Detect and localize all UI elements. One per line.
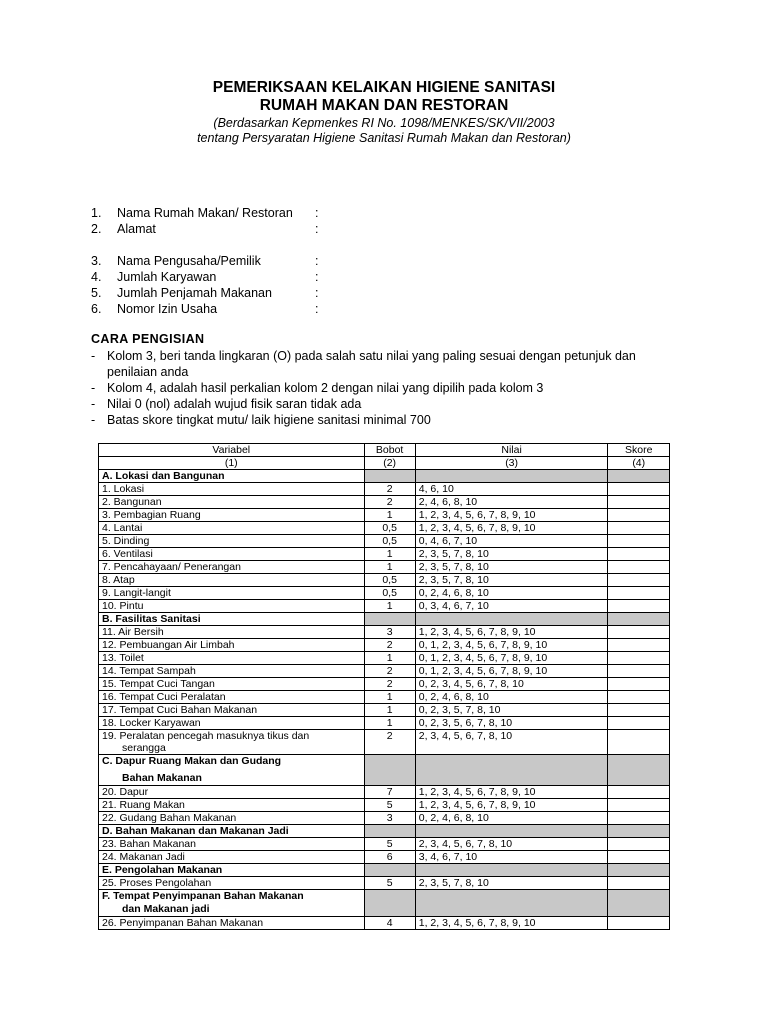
nilai-cell[interactable]: 4, 6, 10 [415,483,608,496]
field-label: Nama Pengusaha/Pemilik [117,254,261,268]
field-colon: : [315,254,319,268]
field-label: Jumlah Karyawan [117,270,217,284]
table-row [99,717,670,730]
table-row [99,509,670,522]
bobot-cell: 5 [364,838,415,851]
nilai-cell[interactable]: 0, 2, 3, 5, 7, 8, 10 [415,704,608,717]
bobot-cell: 2 [364,730,415,755]
table-header-row [99,444,670,457]
section-label: D. Bahan Makanan dan Makanan Jadi [99,825,365,838]
nilai-cell[interactable]: 0, 1, 2, 3, 4, 5, 6, 7, 8, 9, 10 [415,639,608,652]
variabel-cell: 24. Makanan Jadi [99,851,365,864]
skore-cell[interactable] [608,600,670,613]
variabel-cell: 18. Locker Karyawan [99,717,365,730]
field-colon: : [315,302,319,316]
variabel-cell: 1. Lokasi [99,483,365,496]
nilai-cell[interactable]: 2, 3, 5, 7, 8, 10 [415,548,608,561]
header-num-4: (4) [608,457,670,470]
skore-cell[interactable] [608,838,670,851]
variabel-cell: 5. Dinding [99,535,365,548]
bobot-cell: 6 [364,851,415,864]
bobot-cell: 1 [364,704,415,717]
skore-cell[interactable] [608,587,670,600]
section-row [99,890,670,917]
variabel-cell: 9. Langit-langit [99,587,365,600]
table-row [99,691,670,704]
nilai-cell [415,825,608,838]
field-number: 3. [91,254,102,268]
skore-cell [608,755,670,786]
bobot-cell [364,864,415,877]
skore-cell[interactable] [608,917,670,930]
nilai-cell[interactable]: 0, 2, 3, 5, 6, 7, 8, 10 [415,717,608,730]
table-row [99,587,670,600]
skore-cell [608,864,670,877]
nilai-cell[interactable]: 0, 1, 2, 3, 4, 5, 6, 7, 8, 9, 10 [415,665,608,678]
field-label: Alamat [117,222,156,236]
instructions-title: CARA PENGISIAN [91,332,205,346]
skore-cell[interactable] [608,483,670,496]
field-number: 6. [91,302,102,316]
skore-cell[interactable] [608,799,670,812]
section-row [99,470,670,483]
skore-cell[interactable] [608,509,670,522]
table-row [99,851,670,864]
bobot-cell: 0,5 [364,522,415,535]
table-row [99,786,670,799]
variabel-cell: 6. Ventilasi [99,548,365,561]
variabel-cell: 23. Bahan Makanan [99,838,365,851]
table-row [99,561,670,574]
variabel-cell: 4. Lantai [99,522,365,535]
bobot-cell: 0,5 [364,587,415,600]
skore-cell[interactable] [608,704,670,717]
table-row [99,665,670,678]
nilai-cell[interactable]: 0, 2, 3, 4, 5, 6, 7, 8, 10 [415,678,608,691]
section-label: E. Pengolahan Makanan [99,864,365,877]
bobot-cell [364,613,415,626]
table-row [99,522,670,535]
table-row [99,877,670,890]
table-row [99,838,670,851]
bobot-cell [364,470,415,483]
title-line-2: RUMAH MAKAN DAN RESTORAN [259,97,509,114]
skore-cell[interactable] [608,522,670,535]
table-row [99,704,670,717]
field-colon: : [315,222,319,236]
field-label: Nomor Izin Usaha [117,302,218,316]
header-bobot: Bobot [364,444,415,457]
variabel-line-1: 19. Peralatan pencegah masuknya tikus dan [102,730,310,742]
skore-cell[interactable] [608,496,670,509]
skore-cell[interactable] [608,812,670,825]
section-label [99,890,365,917]
nilai-cell[interactable]: 0, 1, 2, 3, 4, 5, 6, 7, 8, 9, 10 [415,652,608,665]
bobot-cell: 1 [364,717,415,730]
bullet-dash: - [91,413,96,427]
nilai-cell[interactable]: 1, 2, 3, 4, 5, 6, 7, 8, 9, 10 [415,522,608,535]
nilai-cell[interactable]: 0, 2, 4, 6, 8, 10 [415,691,608,704]
field-number: 5. [91,286,102,300]
bobot-cell: 3 [364,626,415,639]
header-variabel: Variabel [99,444,365,457]
section-row [99,864,670,877]
skore-cell[interactable] [608,665,670,678]
nilai-cell[interactable]: 2, 3, 4, 5, 6, 7, 8, 10 [415,838,608,851]
variabel-cell: 22. Gudang Bahan Makanan [99,812,365,825]
table-row [99,483,670,496]
skore-cell[interactable] [608,626,670,639]
table-row [99,535,670,548]
variabel-cell: 7. Pencahayaan/ Penerangan [99,561,365,574]
field-colon: : [315,270,319,284]
nilai-cell[interactable]: 2, 3, 5, 7, 8, 10 [415,574,608,587]
skore-cell[interactable] [608,678,670,691]
skore-cell[interactable] [608,877,670,890]
assessment-table [98,443,670,930]
bullet-dash: - [91,381,96,395]
bobot-cell [364,825,415,838]
section-row [99,825,670,838]
header-skore: Skore [608,444,670,457]
section-row [99,755,670,786]
nilai-cell[interactable]: 0, 2, 4, 6, 8, 10 [415,587,608,600]
section-row [99,613,670,626]
bobot-cell: 2 [364,483,415,496]
section-label-line-2: Bahan Makanan [122,772,202,784]
field-colon: : [315,206,319,220]
variabel-cell: 13. Toilet [99,652,365,665]
variabel-line-2: serangga [122,742,166,754]
skore-cell[interactable] [608,851,670,864]
bobot-cell: 3 [364,812,415,825]
variabel-cell: 16. Tempat Cuci Peralatan [99,691,365,704]
nilai-cell[interactable]: 0, 4, 6, 7, 10 [415,535,608,548]
header-num-2: (2) [364,457,415,470]
bobot-cell: 1 [364,509,415,522]
bobot-cell: 2 [364,496,415,509]
nilai-cell[interactable]: 1, 2, 3, 4, 5, 6, 7, 8, 9, 10 [415,917,608,930]
skore-cell[interactable] [608,561,670,574]
bobot-cell: 0,5 [364,535,415,548]
header-num-1: (1) [99,457,365,470]
skore-cell[interactable] [608,574,670,587]
variabel-cell: 14. Tempat Sampah [99,665,365,678]
bobot-cell: 1 [364,600,415,613]
field-label: Jumlah Penjamah Makanan [117,286,272,300]
skore-cell [608,890,670,917]
instruction-text: Kolom 3, beri tanda lingkaran (O) pada salah satu nilai yang paling sesuai dengan petunjuk dan penilaian anda [107,349,636,379]
nilai-cell[interactable]: 0, 3, 4, 6, 7, 10 [415,600,608,613]
bobot-cell: 2 [364,678,415,691]
skore-cell[interactable] [608,548,670,561]
skore-cell [608,613,670,626]
field-number: 2. [91,222,102,236]
section-label-line-1: F. Tempat Penyimpanan Bahan Makanan [102,890,304,902]
nilai-cell[interactable]: 2, 4, 6, 8, 10 [415,496,608,509]
section-label-line-1: C. Dapur Ruang Makan dan Gudang [102,755,282,767]
bobot-cell: 1 [364,691,415,704]
bobot-cell: 4 [364,917,415,930]
nilai-cell[interactable]: 1, 2, 3, 4, 5, 6, 7, 8, 9, 10 [415,786,608,799]
bullet-dash: - [91,397,96,411]
nilai-cell[interactable]: 2, 3, 4, 5, 6, 7, 8, 10 [415,730,608,755]
section-label: B. Fasilitas Sanitasi [99,613,365,626]
bobot-cell: 5 [364,799,415,812]
table-header-number-row [99,457,670,470]
variabel-cell [99,730,365,755]
nilai-cell[interactable]: 3, 4, 6, 7, 10 [415,851,608,864]
bobot-cell: 7 [364,786,415,799]
variabel-cell: 26. Penyimpanan Bahan Makanan [99,917,365,930]
bobot-cell [364,890,415,917]
nilai-cell [415,890,608,917]
variabel-cell: 12. Pembuangan Air Limbah [99,639,365,652]
field-number: 4. [91,270,102,284]
variabel-cell: 20. Dapur [99,786,365,799]
nilai-cell[interactable]: 1, 2, 3, 4, 5, 6, 7, 8, 9, 10 [415,626,608,639]
skore-cell [608,825,670,838]
table-row [99,652,670,665]
table-row [99,812,670,825]
header-nilai: Nilai [415,444,608,457]
table-row [99,799,670,812]
bobot-cell: 1 [364,652,415,665]
skore-cell[interactable] [608,717,670,730]
nilai-cell[interactable]: 1, 2, 3, 4, 5, 6, 7, 8, 9, 10 [415,509,608,522]
field-number: 1. [91,206,102,220]
variabel-cell: 25. Proses Pengolahan [99,877,365,890]
bobot-cell: 2 [364,665,415,678]
nilai-cell[interactable]: 2, 3, 5, 7, 8, 10 [415,561,608,574]
nilai-cell [415,864,608,877]
skore-cell[interactable] [608,652,670,665]
skore-cell[interactable] [608,730,670,755]
skore-cell[interactable] [608,639,670,652]
variabel-cell: 10. Pintu [99,600,365,613]
section-label-line-2: dan Makanan jadi [122,903,210,915]
nilai-cell [415,755,608,786]
variabel-cell: 21. Ruang Makan [99,799,365,812]
bullet-dash: - [91,349,96,363]
variabel-cell: 11. Air Bersih [99,626,365,639]
table-row [99,639,670,652]
header-num-3: (3) [415,457,608,470]
table-row [99,626,670,639]
instruction-text: Batas skore tingkat mutu/ laik higiene sanitasi minimal 700 [107,413,431,427]
variabel-cell: 8. Atap [99,574,365,587]
title-line-1: PEMERIKSAAN KELAIKAN HIGIENE SANITASI [212,79,556,96]
nilai-cell[interactable]: 1, 2, 3, 4, 5, 6, 7, 8, 9, 10 [415,799,608,812]
variabel-cell: 2. Bangunan [99,496,365,509]
field-colon: : [315,286,319,300]
section-label: A. Lokasi dan Bangunan [99,470,365,483]
instruction-text: Nilai 0 (nol) adalah wujud fisik saran tidak ada [107,397,362,411]
skore-cell[interactable] [608,535,670,548]
field-label: Nama Rumah Makan/ Restoran [117,206,293,220]
skore-cell[interactable] [608,786,670,799]
section-label [99,755,365,786]
table-row [99,496,670,509]
bobot-cell: 1 [364,561,415,574]
table-row [99,917,670,930]
nilai-cell [415,470,608,483]
bobot-cell: 2 [364,639,415,652]
table-row [99,730,670,755]
bobot-cell [364,755,415,786]
skore-cell[interactable] [608,691,670,704]
subtitle-line-2: tentang Persyaratan Higiene Sanitasi Rumah Makan dan Restoran) [197,131,571,145]
bobot-cell: 5 [364,877,415,890]
nilai-cell[interactable]: 0, 2, 4, 6, 8, 10 [415,812,608,825]
variabel-cell: 17. Tempat Cuci Bahan Makanan [99,704,365,717]
assessment-table-body [99,444,670,930]
subtitle-line-1: (Berdasarkan Kepmenkes RI No. 1098/MENKES/SK/VII/2003 [213,116,555,130]
bobot-cell: 0,5 [364,574,415,587]
nilai-cell [415,613,608,626]
variabel-cell: 3. Pembagian Ruang [99,509,365,522]
variabel-cell: 15. Tempat Cuci Tangan [99,678,365,691]
table-row [99,678,670,691]
skore-cell [608,470,670,483]
table-row [99,574,670,587]
instruction-text: Kolom 4, adalah hasil perkalian kolom 2 dengan nilai yang dipilih pada kolom 3 [107,381,544,395]
nilai-cell[interactable]: 2, 3, 5, 7, 8, 10 [415,877,608,890]
table-row [99,548,670,561]
bobot-cell: 1 [364,548,415,561]
table-row [99,600,670,613]
